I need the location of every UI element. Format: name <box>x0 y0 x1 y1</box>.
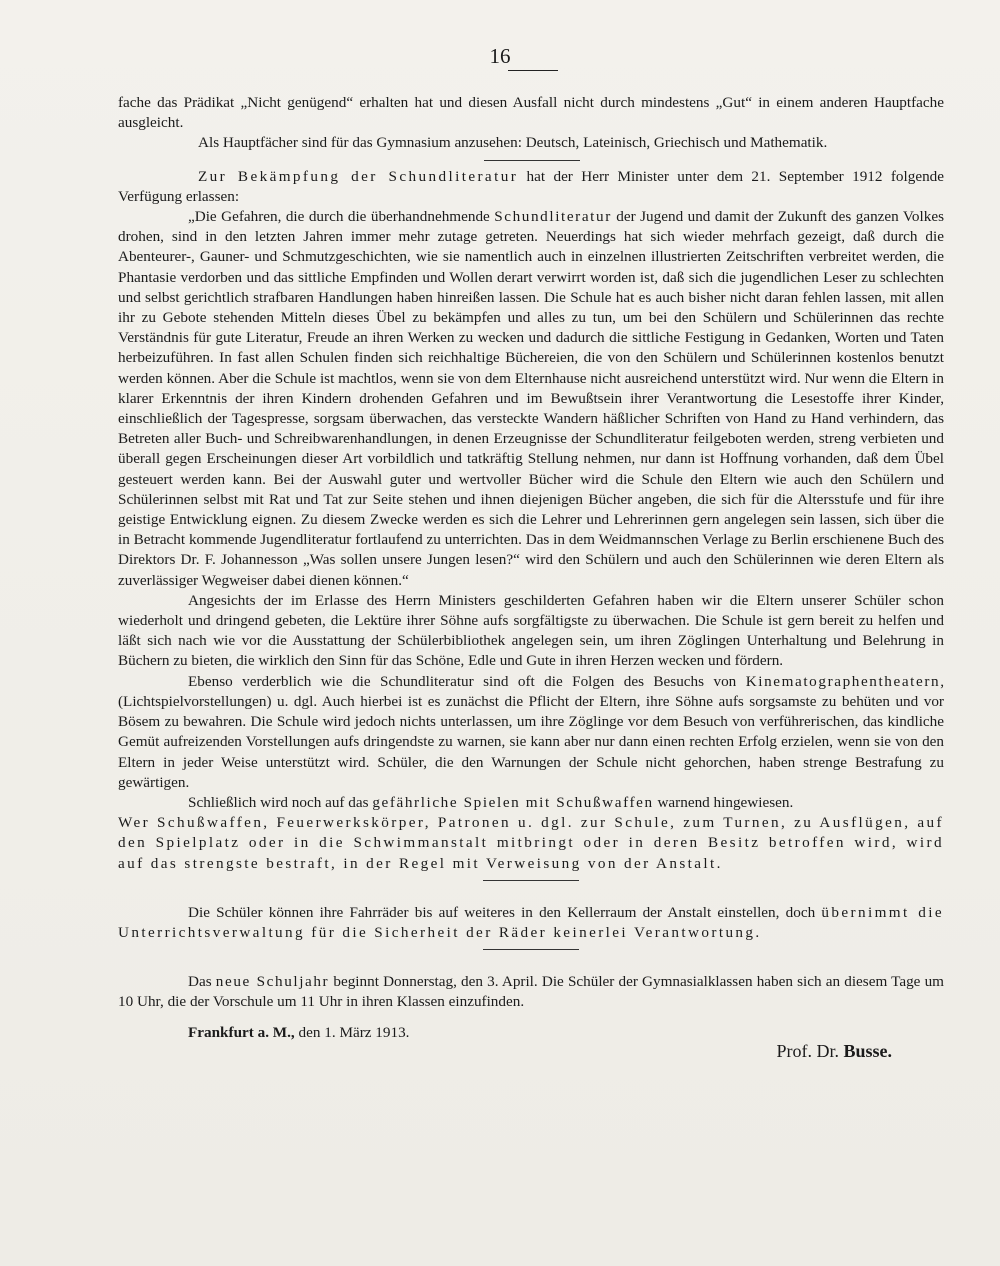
paragraph-schusswaffen <box>118 793 944 813</box>
page-number: 16 <box>489 44 511 68</box>
section-divider <box>483 949 579 950</box>
paragraph-continuation: fache das Prädikat „Nicht genügend“ erhalten hat und diesen Ausfall nicht durch mindestens „Gut“ in einem anderen Hauptfache ausgleicht. <box>118 94 944 132</box>
page-body <box>118 93 944 1067</box>
intro-text: hat der Herr Minister unter dem 21. September 1912 folgende Verfügung erlassen: <box>118 167 944 205</box>
signature-title: Prof. Dr. <box>776 1040 844 1061</box>
paragraph-schusswaffen-penalty: Wer Schußwaffen, Feuerwerkskörper, Patronen u. dgl. zur Schule, zum Turnen, zu Ausflügen, auf den Spielplatz oder in die Schwimmanstalt mitbringt oder in deren Besitz betroffen wird, wird auf das strengste bestraft, in der Regel mit Verweisung von der Anstalt. <box>118 814 944 872</box>
waffen-spaced-term: gefährliche Spielen mit Schußwaffen <box>372 793 654 811</box>
decree-spaced-term: Schundliteratur <box>494 208 612 226</box>
kino-text-start: Ebenso verderblich wie die Schundliteratur sind oft die Folgen des Besuchs von <box>188 672 746 690</box>
paragraph-ministerial-decree <box>118 207 944 591</box>
fahrrad-spaced-text: übernimmt die Unterrichtsverwaltung für die Sicherheit der Räder keinerlei Verantwortung. <box>118 903 944 941</box>
waffen-text-start: Schließlich wird noch auf das <box>188 793 373 811</box>
kino-spaced-term: Kinematographentheatern <box>745 672 941 690</box>
signature <box>776 1041 892 1061</box>
spaced-heading: Zur Bekämpfung der Schundliteratur <box>198 167 519 185</box>
paragraph-kinematographen <box>118 672 944 793</box>
date-text: den 1. März 1913. <box>294 1023 410 1041</box>
paragraph-hauptfaecher: Als Hauptfächer sind für das Gymnasium anzusehen: Deutsch, Lateinisch, Griechisch und Mathematik. <box>198 134 828 152</box>
place-name: Frankfurt a. M., <box>188 1023 295 1041</box>
schuljahr-spaced-term: neue Schuljahr <box>215 973 330 991</box>
kino-text-body: , (Lichtspielvorstellungen) u. dgl. Auch hierbei ist es zunächst die Pflicht der Eltern, ihre Söhne aufs sorgsamste zu behüten und vor Bösem zu bewahren. Die Schule wird jedoch nichts unterlassen, um ihre Zöglinge vor dem Besuch von verführerischen, das kindliche Gemüt aufreizenden Vorstellungen aufs dringendste zu warnen, sie kann aber nur dann einen rechten Erfolg erzielen, wenn sie von den Eltern in jeder Weise unterstützt wird. Schüler, die den Warnungen der Schule nicht gehorchen, haben strenge Bestrafung zu gewärtigen. <box>118 672 944 791</box>
date-line <box>188 1023 409 1043</box>
paragraph-fahrraeder <box>118 903 944 943</box>
paragraph-schuljahr <box>118 972 944 1012</box>
paragraph-schundliteratur-intro <box>118 167 944 207</box>
waffen-text-end: warnend hingewiesen. <box>653 793 794 811</box>
section-divider <box>484 160 580 161</box>
schuljahr-text-start: Das <box>188 973 216 991</box>
fahrrad-text: Die Schüler können ihre Fahrräder bis auf weiteres in den Kellerraum der Anstalt einstellen, doch <box>188 903 822 921</box>
decree-text-start: „Die Gefahren, die durch die überhandnehmende <box>188 208 495 226</box>
schuljahr-text-body: beginnt Donnerstag, den 3. April. Die Schüler der Gymnasialklassen haben sich an diesem Tage um 10 Uhr, die der Vorschule um 11 Uhr in ihren Klassen einzufinden. <box>118 973 944 1011</box>
section-divider <box>483 880 579 881</box>
decree-text-body: der Jugend und damit der Zukunft des ganzen Volkes drohen, sind in den letzten Jahren immer mehr zutage getreten. Neuerdings hat sich wieder mehrfach gezeigt, daß durch die Abenteurer-, Gauner- und Schmutzgeschichten, wie sie namentlich auch in einzelnen illustrierten Zeitschriften verbreitet werden, die Phantasie verdorben und das sittliche Empfinden und Wollen derart verwirrt worden ist, daß sich die jugendlichen Leser zu schlechten und selbst gerichtlich strafbaren Handlungen haben hinreißen lassen. Die Schule hat es auch bisher nicht daran fehlen lassen, mit allen ihr zu Gebote stehenden Mitteln dieses Übel zu bekämpfen und alles zu tun, um bei den Schülern und Schülerinnen das rechte Verständnis für gute Literatur, Freude an ihren Werken zu wecken und dadurch die sittliche Festigung in Gedanken, Worten und Taten herbeizuführen. In fast allen Schulen finden sich reichhaltige Büchereien, die von den Schülern und Schülerinnen kostenlos benutzt werden können. Aber die Schule ist machtlos, wenn sie von dem Elternhause nicht ausreichend unterstützt wird. Nur wenn die Eltern in klarer Erkenntnis der ihren Kindern drohenden Gefahren und im Bewußtsein ihrer Verantwortung die Lesestoffe ihrer Kinder, einschließlich der Tagespresse, sorgsam überwachen, das versteckte Wandern häßlicher Schriften von Hand zu Hand verhindern, das Betreten aller Buch- und Schreibwarenhandlungen, in denen Erzeugnisse der Schundliteratur feilgeboten werden, streng verbieten und überall gegen Erscheinungen dieser Art vorbildlich und tatkräftig Stellung nehmen, nur dann ist Hoffnung vorhanden, daß dem Übel gesteuert werden kann. Bei der Auswahl guter und wertvoller Bücher wird die Schule den Eltern wie auch den Schülern und Schülerinnen selbst mit Rat und Tat zur Seite stehen und ihnen diejenigen Bücher angeben, die sich für die Altersstufe und für ihre geistige Entwicklung eignen. Zu diesem Zwecke werden es sich die Lehrer und Lehrerinnen gern angelegen sein lassen, sich über die in Betracht kommende Jugendliteratur fortlaufend zu unterrichten. Das in dem Weidmannschen Verlage zu Berlin erschienene Buch des Direktors Dr. F. Johannesson „Was sollen unsere Jungen lesen?“ wird den Schülern und auch den Schülerinnen wie deren Eltern als zuverlässiger Wegweiser dabei dienen können.“ <box>118 208 944 589</box>
page-number-rule <box>508 70 558 71</box>
closing-block <box>118 1023 944 1067</box>
paragraph-angesichts: Angesichts der im Erlasse des Herrn Ministers geschilderten Gefahren haben wir die Eltern unserer Schüler schon wiederholt und dringend gebeten, die Lektüre ihrer Söhne aufs sorgfältigste zu überwachen. Die Schule ist gern bereit zu helfen und läßt sich nach wie vor die Ausstattung der Schülerbibliothek angelegen sein, um ihren Zöglingen Unterhaltung und Belehrung in Büchern zu bieten, die wirklich den Sinn für das Schöne, Edle und Gute in ihren Herzen wecken und fördern. <box>118 591 944 670</box>
signature-name: Busse. <box>843 1040 892 1061</box>
